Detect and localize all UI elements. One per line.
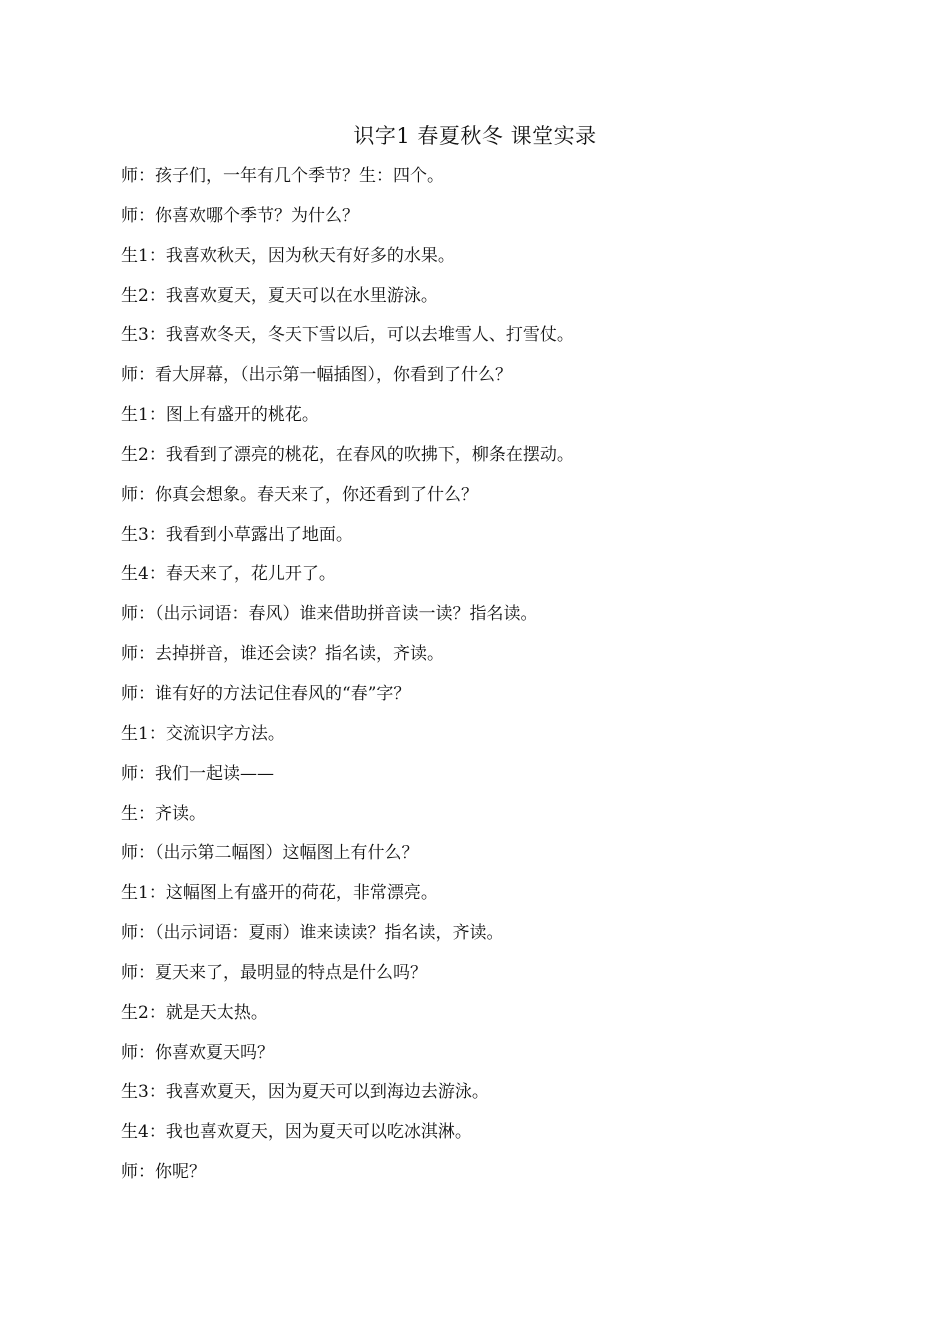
- transcript-line: 生3：我看到小草露出了地面。: [121, 524, 353, 545]
- transcript-line: 师：谁有好的方法记住春风的“春”字？: [121, 683, 411, 704]
- page-title: 识字1 春夏秋冬 课堂实录: [353, 124, 597, 148]
- transcript-line: 师：去掉拼音，谁还会读？指名读，齐读。: [121, 644, 444, 665]
- transcript-line: 生2：我看到了漂亮的桃花，在春风的吹拂下，柳条在摆动。: [121, 444, 574, 465]
- transcript-line: 生4：春天来了，花儿开了。: [121, 564, 336, 585]
- transcript-line: 师：你喜欢夏天吗？: [121, 1042, 274, 1063]
- transcript-line: 师：你呢？: [121, 1162, 206, 1183]
- transcript-line: 师：我们一起读——: [121, 763, 274, 784]
- transcript-line: 师：夏天来了，最明显的特点是什么吗？: [121, 962, 427, 983]
- transcript-line: 生1：这幅图上有盛开的荷花，非常漂亮。: [121, 883, 438, 904]
- transcript-line: 师：你真会想象。春天来了，你还看到了什么？: [121, 484, 478, 505]
- transcript-line: 生3：我喜欢冬天，冬天下雪以后，可以去堆雪人、打雪仗。: [121, 325, 574, 346]
- transcript-line: 生1：我喜欢秋天，因为秋天有好多的水果。: [121, 245, 455, 266]
- transcript-line: 师：你喜欢哪个季节？为什么？: [121, 205, 359, 226]
- transcript-line: 生4：我也喜欢夏天，因为夏天可以吃冰淇淋。: [121, 1122, 472, 1143]
- transcript-line: 生2：就是天太热。: [121, 1002, 268, 1023]
- transcript-line: 师：（出示词语：春风）谁来借助拼音读一读？指名读。: [121, 604, 538, 625]
- transcript-line: 生1：交流识字方法。: [121, 723, 285, 744]
- transcript-line: 生3：我喜欢夏天，因为夏天可以到海边去游泳。: [121, 1082, 489, 1103]
- transcript-line: 生：齐读。: [121, 803, 206, 824]
- transcript-line: 生1：图上有盛开的桃花。: [121, 405, 319, 426]
- transcript-line: 师：（出示词语：夏雨）谁来读读？指名读，齐读。: [121, 923, 504, 944]
- transcript-lines: [121, 162, 881, 1198]
- transcript-line: 师：看大屏幕，（出示第一幅插图），你看到了什么？: [121, 365, 512, 386]
- transcript-line: 师：孩子们，一年有几个季节？生：四个。: [121, 166, 444, 186]
- transcript-line: 生2：我喜欢夏天，夏天可以在水里游泳。: [121, 285, 438, 306]
- transcript-line: 师：（出示第二幅图）这幅图上有什么？: [121, 843, 419, 864]
